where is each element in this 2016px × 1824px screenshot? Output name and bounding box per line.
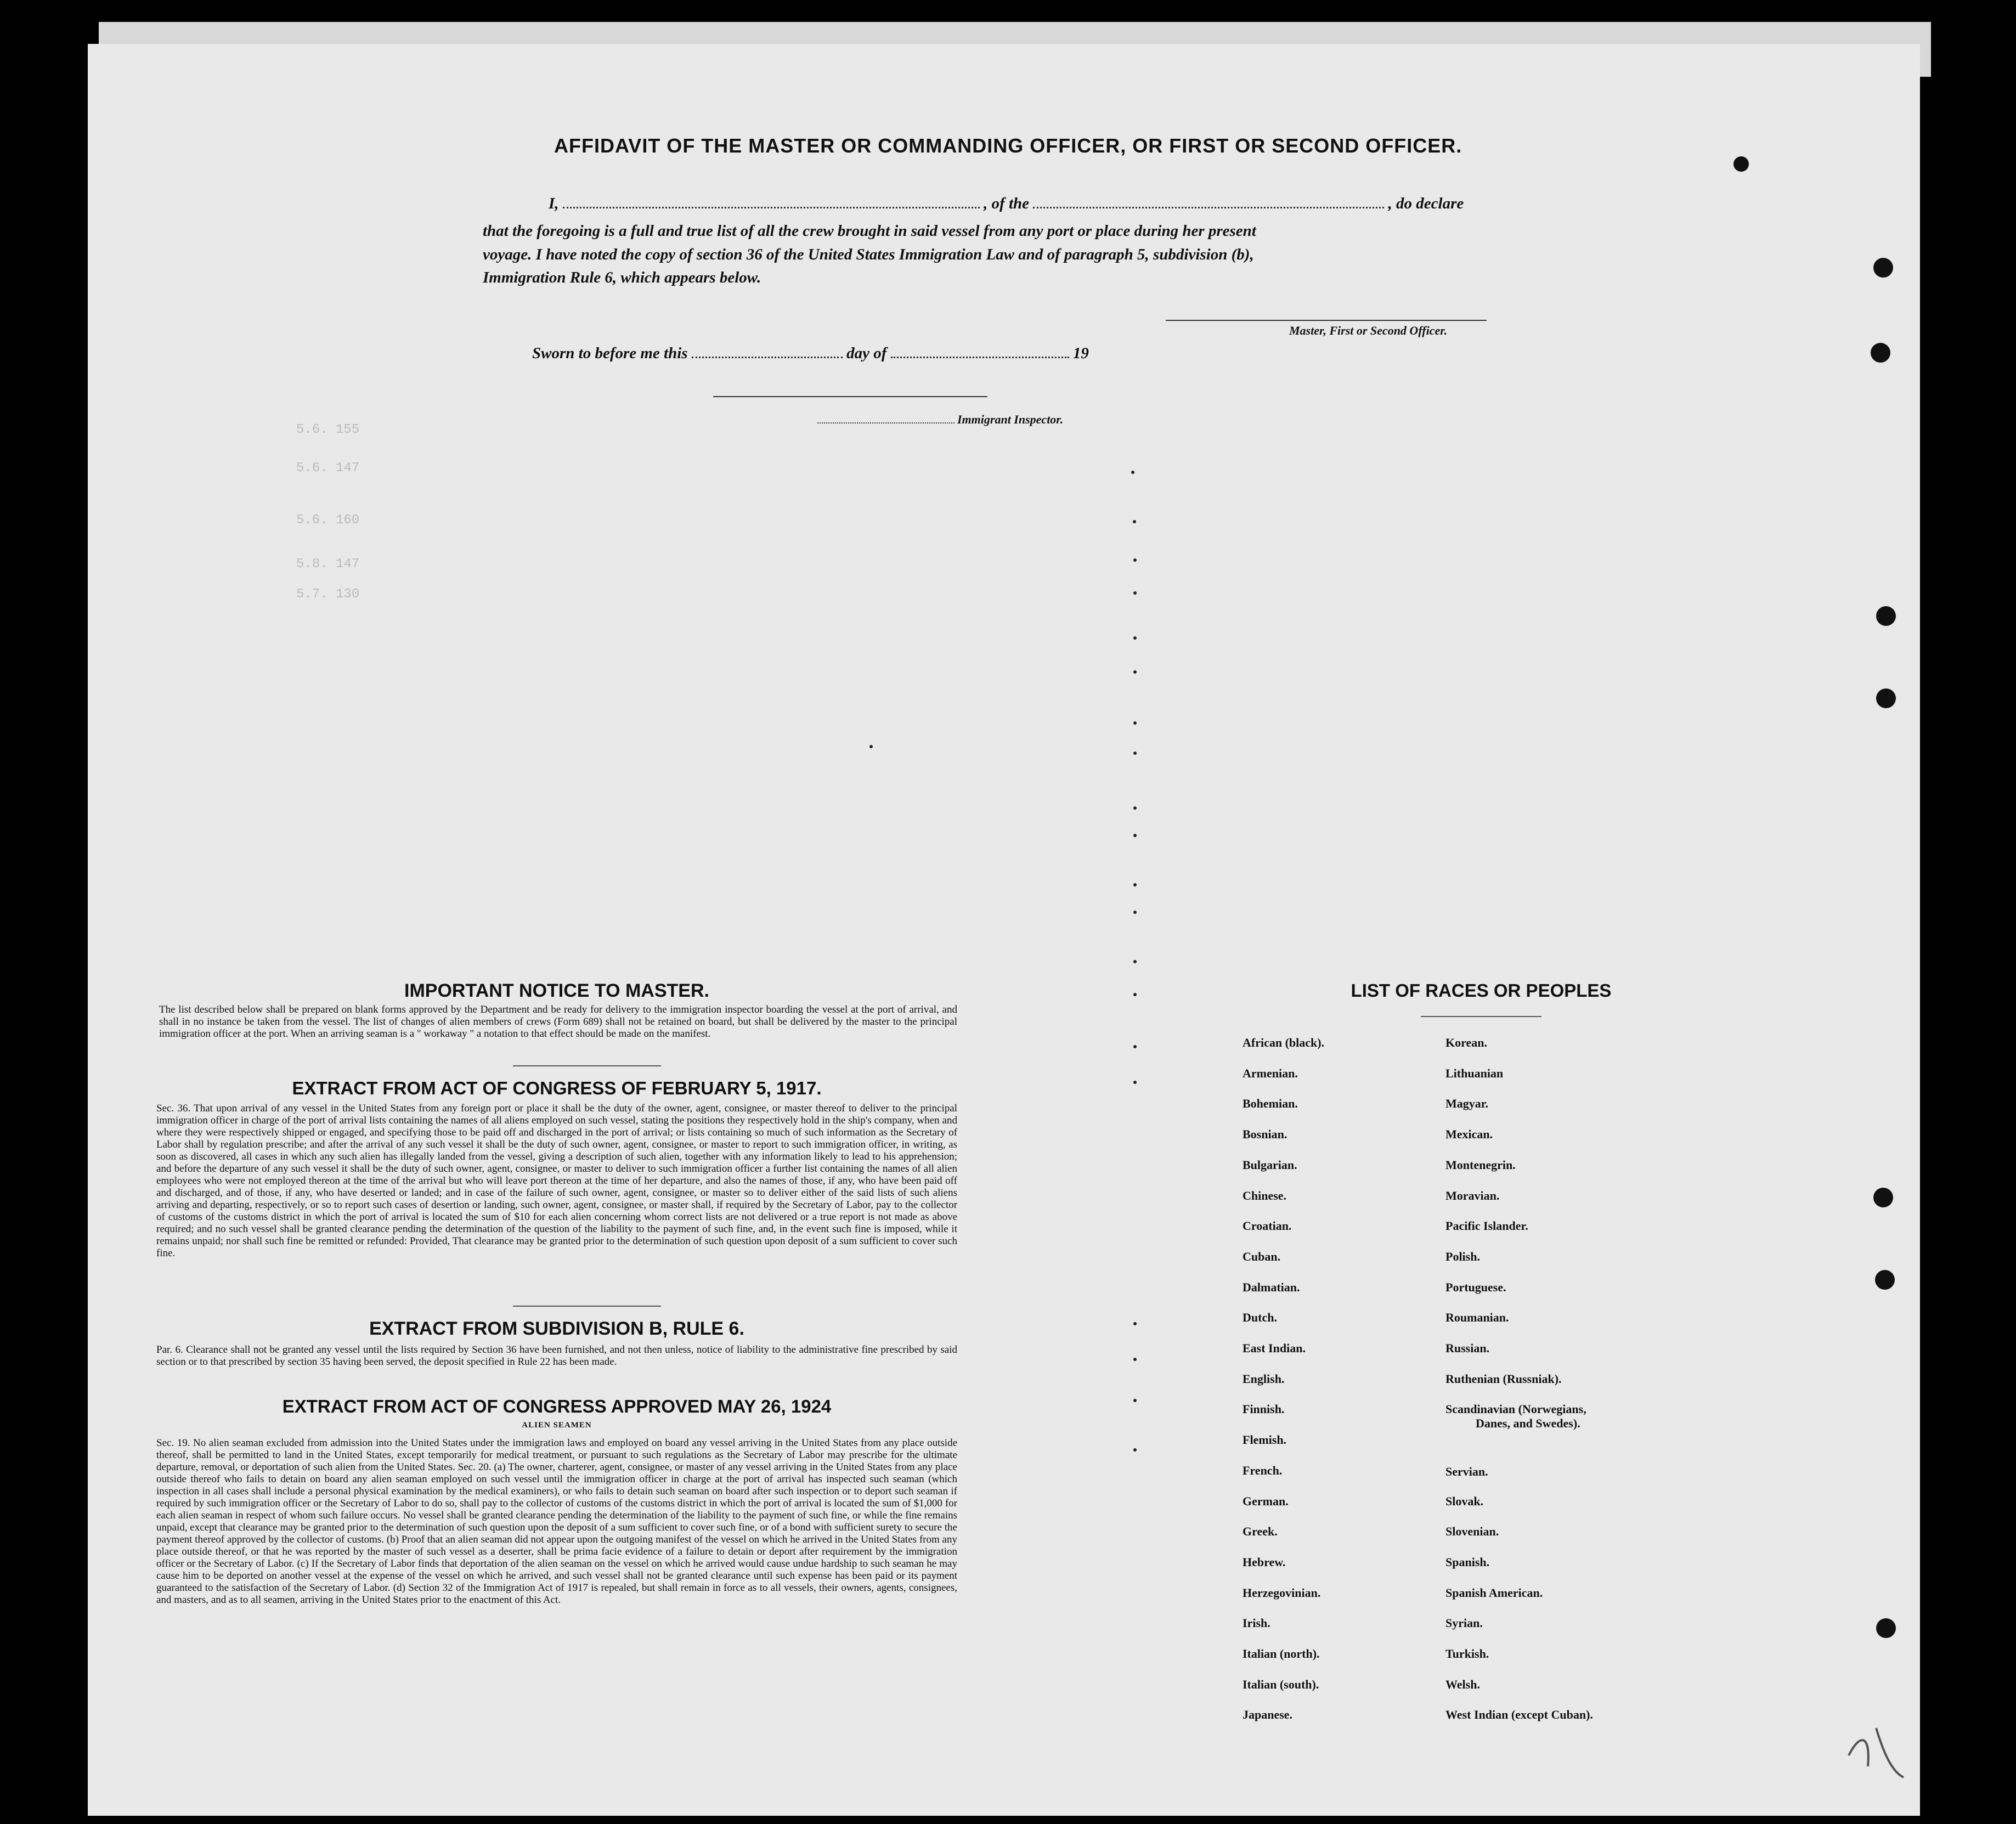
race-item: Herzegovinian. — [1243, 1585, 1321, 1600]
affidavit-line-2: that the foregoing is a full and true list of all the crew brought in said vessel from any port or place during her present — [483, 222, 1256, 240]
punch-hole — [1876, 606, 1896, 626]
pencil-mark — [869, 745, 873, 748]
inspector-signature-line-upper — [713, 396, 987, 397]
extract-1917-text: Sec. 36. That upon arrival of any vessel in the United States from any foreign port or place it shall be the duty of the owner, agent, consignee, or master thereof to deliver to the principal immigration officer in charge of the port of arrival lists containing the names of all aliens employed on such vessel, stating the positions they respectively hold in the ship's company, when and where they were respectively shipped or engaged, and specifying those to be paid off and discharged in the port of arrival; or lists containing so much of such information as the Secretary of Labor shall by regulation prescribe; and after the arrival of any such vessel it shall be the duty of such owner, agent, consignee, or master to report to such immigration officer, in writing, as soon as discovered, all cases in which any such alien has illegally landed from the vessel, giving a description of such alien, together with any information likely to lead to his apprehension; and before the departure of any such vessel it shall be the duty of such owner, agent, consignee, or master to deliver to such immigration officer a further list containing the names of all alien employees who were not employed thereon at the time of the arrival but who will leave port thereon at the time of her departure, and also the names of those, if any, who have been paid off and discharged, and of those, if any, who have deserted or landed; and in case of the failure of such owner, agent, consignee, or master so to deliver either of the said lists of such aliens arriving and departing, respectively, or so to report such cases of desertion or landing, such owner, agent, consignee, or master shall, if required by the Secretary of Labor, pay to the collector of customs of the customs district in which the port of arrival is located the sum of $10 for each alien concerning whom correct lists are not delivered or a true report is not made as above required; and no such vessel shall be granted clearance pending the determination of the question of the liability to the payment of such fine, and, in the event such fine is imposed, while it remains unpaid; nor shall such fine be remitted or refunded: Provided, That clearance may be granted prior to the determination of such question upon deposit of a sum sufficient to cover such fine. — [156, 1103, 957, 1259]
race-item: Polish. — [1445, 1249, 1480, 1263]
race-item: Mexican. — [1445, 1127, 1493, 1142]
pencil-mark — [1133, 1399, 1137, 1402]
inspector-signature-line — [817, 422, 955, 423]
race-item: Portuguese. — [1445, 1280, 1506, 1294]
race-item: Japanese. — [1243, 1708, 1293, 1722]
pencil-mark — [1133, 721, 1137, 725]
pencil-mark — [1133, 993, 1137, 996]
affidavit-line-1 — [549, 195, 1525, 213]
race-item: Greek. — [1243, 1524, 1278, 1539]
race-item: Armenian. — [1243, 1066, 1298, 1080]
race-item: Cuban. — [1243, 1249, 1281, 1263]
punch-hole — [1871, 343, 1890, 363]
bleed-through-text: 5.8. 147 — [296, 557, 360, 572]
races-title: LIST OF RACES OR PEOPLES — [1351, 980, 1612, 1001]
affidavit-declare: , do declare — [1388, 195, 1464, 212]
race-item: Spanish. — [1445, 1555, 1490, 1569]
extract-1924-title: EXTRACT FROM ACT OF CONGRESS APPROVED MAY 26, 1924 — [282, 1396, 832, 1416]
race-item: Irish. — [1243, 1616, 1270, 1630]
race-item: Slovak. — [1445, 1494, 1484, 1508]
punch-hole — [1733, 156, 1749, 172]
punch-hole — [1876, 688, 1896, 708]
pencil-mark — [1133, 591, 1137, 595]
race-item: Hebrew. — [1243, 1555, 1286, 1569]
affidavit-i: I, — [549, 195, 559, 212]
master-signature-line — [1166, 320, 1487, 321]
race-item: Magyar. — [1445, 1097, 1489, 1111]
extract-rule6-title: EXTRACT FROM SUBDIVISION B, RULE 6. — [369, 1318, 744, 1339]
pencil-mark — [1133, 1448, 1137, 1452]
name-blank — [563, 207, 980, 208]
extract-1924-text: Sec. 19. No alien seaman excluded from admission into the United States under the immigration laws and employed on board any vessel arriving in the United States from any place outside thereof, shall be permitted to land in the United States, except temporarily for medical treatment, or pursuant to such regulations as the Secretary of Labor may prescribe for the ultimate departure, removal, or deportation of such alien from the United States. Sec. 20. (a) The owner, charterer, agent, consignee, or master of any vessel arriving in the United States from any place outside thereof who fails to detain on board any alien seaman employed on such vessel until the immigration officer in charge at the port of arrival has inspected such seaman (which inspection in all cases shall include a personal physical examination by the medical examiners), or who fails to detain such seaman on board after such inspection or to deport such seaman if required by such immigration officer or the Secretary of Labor to do so, shall pay to the collector of customs of the customs district in which the port of arrival is located the sum of $1,000 for each alien seaman in respect of whom such failure occurs. No vessel shall be granted clearance pending the determination of the liability to the payment of such fine, or while the fine remains unpaid, except that clearance may be granted prior to the determination of such question upon the deposit of a sum sufficient to cover such fine, or of a bond with sufficient surety to secure the payment thereof approved by the collector of customs. (b) Proof that an alien seaman did not appear upon the outgoing manifest of the vessel on which he arrived in the United States from any place outside thereof, or that he was reported by the master of such vessel as a deserter, shall be prima facie evidence of a failure to detain or deport after requirement by the immigration officer or the Secretary of Labor. (c) If the Secretary of Labor finds that deportation of the alien seaman on the vessel on which he arrived would cause undue hardship to such seaman he may cause him to be deported on another vessel at the expense of the vessel on which he arrived, and such vessel shall not be granted clearance until such expense has been paid or its payment guaranteed to the satisfaction of the Secretary of Labor. (d) Section 32 of the Immigration Act of 1917 is repealed, but shall remain in force as to all vessels, their owners, agents, consignees, and masters, and as to all seamen, arriving in the United States prior to the enactment of this Act. — [156, 1437, 957, 1606]
race-item: African (black). — [1243, 1036, 1325, 1049]
sworn-day-blank — [692, 357, 843, 358]
race-item: Slovenian. — [1445, 1524, 1499, 1539]
race-item: Italian (north). — [1243, 1647, 1320, 1661]
pencil-mark — [1133, 636, 1137, 640]
pencil-mark — [1133, 834, 1137, 837]
punch-hole — [1875, 1270, 1895, 1290]
vessel-blank — [1033, 207, 1384, 208]
bleed-through-text: 5.6. 147 — [296, 461, 360, 476]
race-item: Welsh. — [1445, 1677, 1480, 1691]
race-item: Syrian. — [1445, 1616, 1483, 1630]
notice-title: IMPORTANT NOTICE TO MASTER. — [404, 980, 709, 1001]
pencil-scribble-icon — [1843, 1723, 1909, 1783]
divider — [513, 1065, 661, 1066]
race-item: Bosnian. — [1243, 1127, 1287, 1142]
sworn-text: Sworn to before me this — [532, 345, 688, 362]
bleed-through-text: 5.7. 130 — [296, 587, 360, 602]
pencil-mark — [1133, 520, 1136, 523]
pencil-mark — [1133, 1322, 1137, 1325]
race-item: Korean. — [1445, 1036, 1487, 1049]
race-item: Scandinavian (Norwegians, — [1445, 1402, 1586, 1416]
pencil-mark — [1133, 806, 1137, 810]
extract-rule6-text: Par. 6. Clearance shall not be granted any vessel until the lists required by Section 36 have been furnished, and not then unless, notice of liability to the administrative fine prescribed by said section or to that prescribed by section 35 having been served, the deposit specified in Rule 22 has been made. — [156, 1344, 957, 1368]
race-item: German. — [1243, 1494, 1289, 1508]
race-item: Turkish. — [1445, 1647, 1489, 1661]
punch-hole — [1876, 1618, 1896, 1638]
affidavit-line-4: Immigration Rule 6, which appears below. — [483, 269, 761, 286]
sworn-day-of: day of — [846, 345, 887, 362]
race-item: Flemish. — [1243, 1433, 1287, 1447]
pencil-mark — [1133, 752, 1137, 755]
notice-text: The list described below shall be prepared on blank forms approved by the Department and be ready for delivery to the immigration inspector boarding the vessel at the port of arrival, and shall in no instance be taken from the vessel. The list of changes of alien members of crews (Form 689) shall not be retained on board, but shall be delivered by the master to the principal immigration officer at the port. When an arriving seaman is a " workaway " a notation to that effect should be made on the manifest. — [159, 1004, 957, 1040]
pencil-mark — [1133, 558, 1137, 562]
sworn-month-blank — [891, 357, 1069, 358]
race-item: Pacific Islander. — [1445, 1219, 1528, 1233]
pencil-mark — [1133, 1045, 1137, 1048]
pencil-mark — [1131, 471, 1134, 474]
divider — [1421, 1016, 1541, 1017]
bleed-through-text: 5.6. 160 — [296, 513, 360, 528]
race-item: Finnish. — [1243, 1402, 1285, 1416]
sworn-year: 19 — [1072, 345, 1089, 362]
affidavit-of-the: , of the — [984, 195, 1030, 212]
divider — [513, 1306, 661, 1307]
pencil-mark — [1133, 1358, 1137, 1361]
race-item: Roumanian. — [1445, 1311, 1509, 1325]
race-item: Chinese. — [1243, 1188, 1287, 1202]
affidavit-line-3: voyage. I have noted the copy of section 36 of the United States Immigration Law and of paragraph 5, subdivision (b), — [483, 246, 1254, 263]
inspector-label: Immigrant Inspector. — [957, 413, 1064, 426]
pencil-mark — [1133, 911, 1137, 914]
affidavit-title: AFFIDAVIT OF THE MASTER OR COMMANDING OFFICER, OR FIRST OR SECOND OFFICER. — [554, 134, 1462, 157]
punch-hole — [1873, 258, 1893, 278]
race-item: Montenegrin. — [1445, 1157, 1516, 1172]
race-item: West Indian (except Cuban). — [1445, 1708, 1593, 1722]
sworn-line — [532, 345, 1089, 363]
race-item: Danes, and Swedes). — [1476, 1416, 1580, 1430]
pencil-mark — [1133, 670, 1137, 674]
race-item: Lithuanian — [1445, 1066, 1504, 1080]
race-item: Ruthenian (Russniak). — [1445, 1371, 1562, 1386]
race-item: Italian (south). — [1243, 1677, 1319, 1691]
race-item: Russian. — [1445, 1341, 1490, 1355]
race-item: Moravian. — [1445, 1188, 1500, 1202]
race-item: Servian. — [1445, 1465, 1488, 1478]
race-item: Bohemian. — [1243, 1097, 1298, 1111]
extract-1917-title: EXTRACT FROM ACT OF CONGRESS OF FEBRUARY 5, 1917. — [292, 1078, 822, 1098]
extract-1924-subtitle: ALIEN SEAMEN — [522, 1421, 592, 1430]
punch-hole — [1873, 1188, 1893, 1207]
master-signature-label: Master, First or Second Officer. — [1289, 324, 1448, 337]
race-item: Dutch. — [1243, 1311, 1277, 1325]
race-item: Bulgarian. — [1243, 1157, 1297, 1172]
race-item: Croatian. — [1243, 1219, 1292, 1233]
pencil-mark — [1133, 883, 1137, 886]
race-item: English. — [1243, 1371, 1285, 1386]
bleed-through-text: 5.6. 155 — [296, 422, 360, 437]
race-item: East Indian. — [1243, 1341, 1306, 1355]
race-item: French. — [1243, 1463, 1283, 1477]
pencil-mark — [1133, 1081, 1137, 1084]
race-item: Spanish American. — [1445, 1585, 1543, 1600]
race-item: Dalmatian. — [1243, 1280, 1300, 1294]
pencil-mark — [1133, 960, 1137, 963]
